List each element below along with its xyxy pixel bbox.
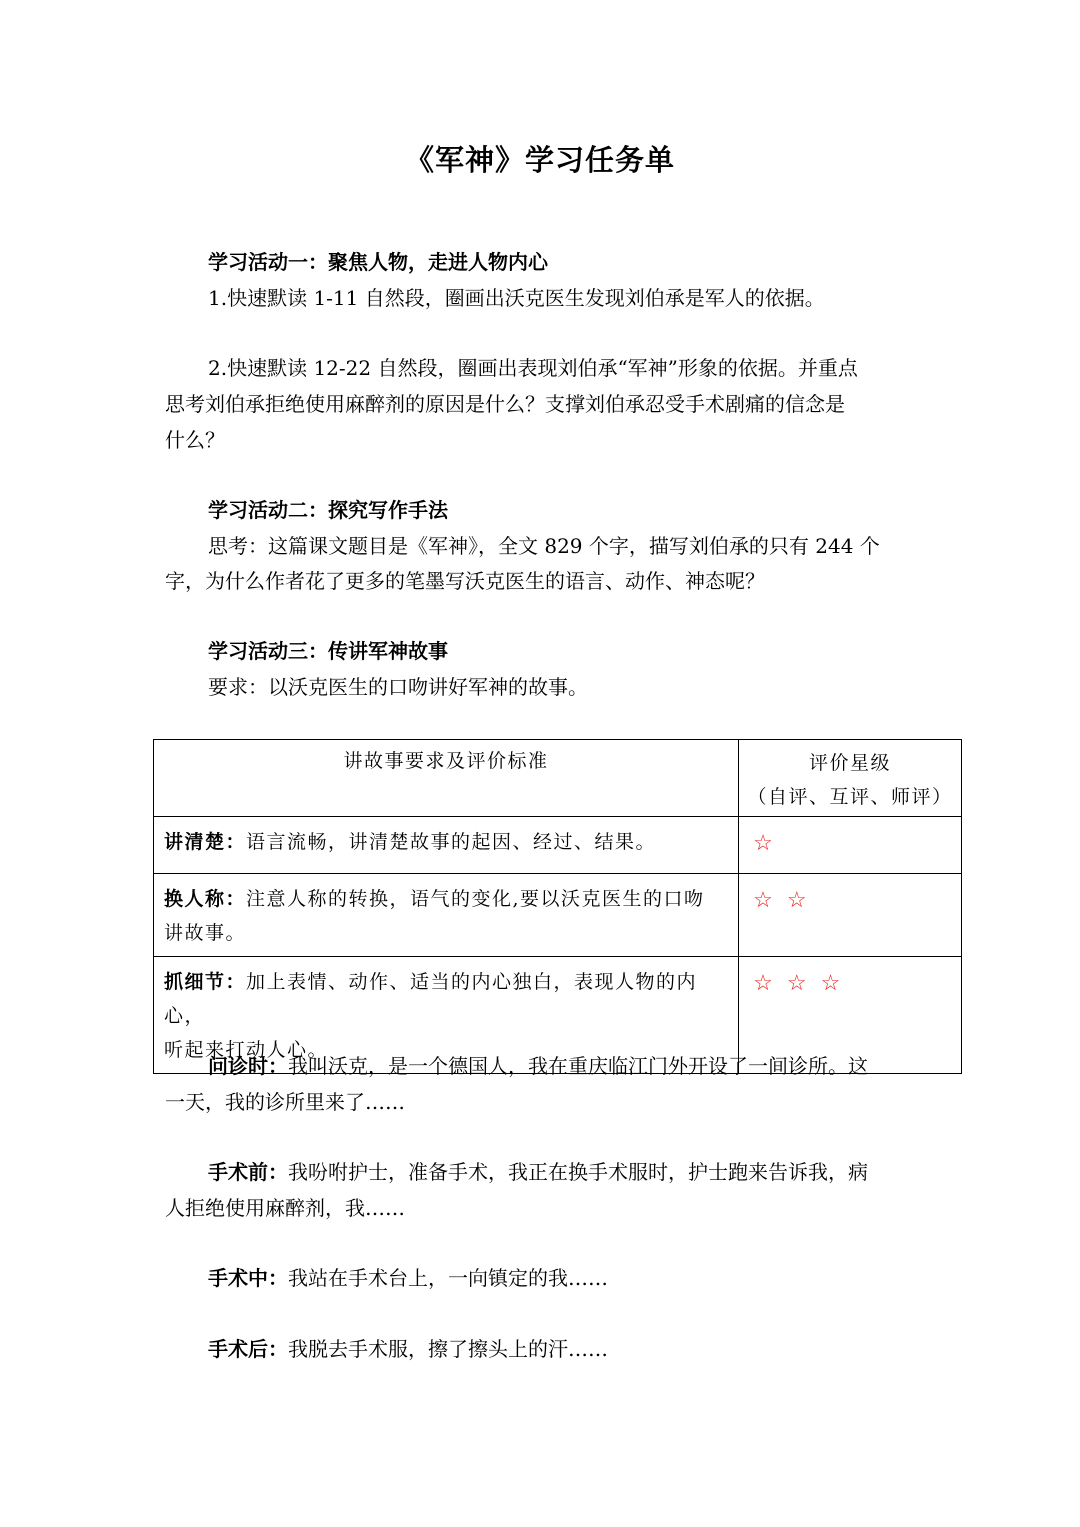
rubric-row-text: 加上表情、动作、适当的内心独白，表现人物的内心， (164, 971, 698, 1027)
rubric-row-text: 语言流畅，讲清楚故事的起因、经过、结果。 (246, 831, 657, 853)
rubric-criteria-cell (154, 874, 739, 957)
rubric-criteria-cell (154, 817, 739, 874)
story-qian-text: 我吩咐护士，准备手术，我正在换手术服时，护士跑来告诉我，病 (288, 1160, 868, 1184)
activity2-line1: 思考：这篇课文题目是《军神》，全文 829 个字，描写刘伯承的只有 244 个 (208, 534, 880, 558)
rubric-row (154, 817, 962, 874)
rubric-header-rating (739, 740, 962, 817)
rubric-header-rating-line2: （自评、互评、师评） (747, 786, 953, 808)
story-wenzhen-line1 (165, 1048, 963, 1084)
rubric-row-text: 注意人称的转换，语气的变化,要以沃克医生的口吻 (246, 888, 705, 910)
rubric-stars-cell (739, 874, 962, 957)
story-hou-text: 我脱去手术服，擦了擦头上的汗…… (288, 1337, 608, 1361)
story-zhong-line1 (165, 1260, 963, 1296)
activity1-item2-line1: 2.快速默读 12-22 自然段，圈画出表现刘伯承“军神”形象的依据。并重点 (208, 356, 858, 380)
story-zhong-text: 我站在手术台上，一向镇定的我…… (288, 1266, 608, 1290)
star-icon: ☆ (786, 888, 807, 913)
story-wenzhen-label: 问诊时： (208, 1054, 288, 1078)
activity1-item2-line2: 思考刘伯承拒绝使用麻醉剂的原因是什么？支撑刘伯承忍受手术剧痛的信念是 (165, 392, 845, 416)
story-qian-line2: 人拒绝使用麻醉剂，我…… (165, 1196, 405, 1220)
star-icon: ☆ (753, 888, 773, 913)
rubric-row-label: 抓细节： (164, 971, 247, 993)
story-hou-line1 (165, 1331, 963, 1367)
story-zhong-label: 手术中： (208, 1266, 288, 1290)
star-icon: ☆ (753, 971, 773, 996)
star-icon: ☆ (786, 971, 807, 996)
rubric-header-criteria (154, 740, 739, 817)
rubric-stars-cell (739, 817, 962, 874)
rubric-table (153, 739, 962, 1074)
rubric-header-criteria-text: 讲故事要求及评价标准 (343, 750, 549, 772)
activity3-requirement: 要求：以沃克医生的口吻讲好军神的故事。 (208, 675, 588, 699)
rubric-row (154, 874, 962, 957)
activity1-heading: 学习活动一：聚焦人物，走进人物内心 (208, 250, 548, 274)
page-title: 《军神》学习任务单 (404, 143, 675, 177)
activity1-item1: 1.快速默读 1-11 自然段，圈画出沃克医生发现刘伯承是军人的依据。 (208, 286, 825, 310)
rubric-row-label: 换人称： (164, 888, 247, 910)
activity2-heading: 学习活动二：探究写作手法 (208, 498, 448, 522)
story-qian-label: 手术前： (208, 1160, 288, 1184)
story-wenzhen-text: 我叫沃克，是一个德国人，我在重庆临江门外开设了一间诊所。这 (288, 1054, 868, 1078)
activity3-heading: 学习活动三：传讲军神故事 (208, 639, 448, 663)
rubric-header-row (154, 740, 962, 817)
activity2-line2: 字，为什么作者花了更多的笔墨写沃克医生的语言、动作、神态呢？ (165, 569, 765, 593)
story-wenzhen-line2: 一天，我的诊所里来了…… (165, 1090, 405, 1114)
rubric-row-label: 讲清楚： (164, 831, 247, 853)
star-icon: ☆ (820, 971, 841, 996)
rubric-row-text-cont: 讲故事。 (164, 922, 247, 944)
star-icon: ☆ (753, 831, 773, 856)
story-hou-label: 手术后： (208, 1337, 288, 1361)
rubric-header-rating-line1: 评价星级 (809, 752, 892, 774)
activity1-item2-line3: 什么？ (165, 428, 225, 452)
rubric-row-text-cont: 听起来打动人心。 (164, 1039, 329, 1061)
story-qian-line1 (165, 1154, 963, 1190)
